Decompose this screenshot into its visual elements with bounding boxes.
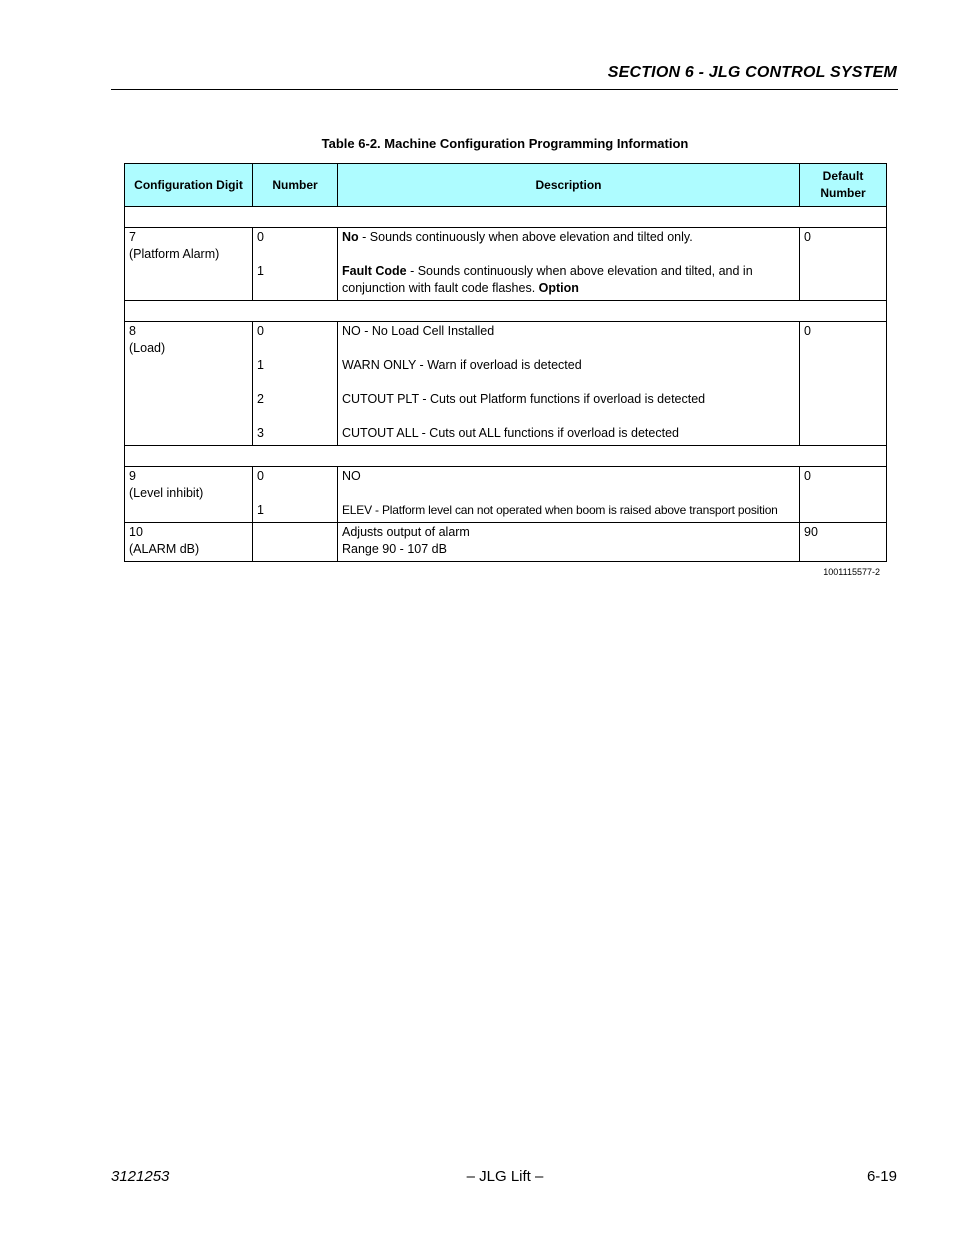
table-reference-code: 1001115577-2 [823, 567, 880, 577]
config-digit-cell [125, 467, 253, 523]
option-description: NO [342, 469, 361, 483]
default-number: 0 [804, 469, 811, 483]
page-number: 6-19 [866, 1168, 897, 1185]
column-header-default-number: Default Number [800, 164, 887, 207]
document-number: 3121253 [111, 1168, 170, 1185]
option-description: CUTOUT ALL - Cuts out ALL functions if overload is detected [342, 426, 679, 440]
header-rule [111, 89, 898, 90]
column-header-configuration-digit: Configuration Digit [125, 164, 253, 207]
number-cell [253, 322, 338, 446]
description-cell [338, 228, 800, 301]
description-line: Range 90 - 107 dB [342, 542, 447, 556]
section-header: SECTION 6 - JLG CONTROL SYSTEM [607, 64, 897, 81]
option-description: WARN ONLY - Warn if overload is detected [342, 358, 582, 372]
table-row [125, 523, 887, 562]
option-suffix: Option [538, 281, 579, 295]
option-number: 0 [257, 230, 264, 244]
default-number-cell [800, 322, 887, 446]
default-number-cell [800, 467, 887, 523]
config-digit: 10 [129, 525, 143, 539]
number-cell [253, 467, 338, 523]
config-digit-cell [125, 322, 253, 446]
option-number: 0 [257, 469, 264, 483]
option-description: No - Sounds continuously when above elevation and tilted only. [342, 230, 693, 244]
description-cell [338, 523, 800, 562]
option-description: ELEV - Platform level can not operated when boom is raised above transport position [342, 503, 778, 517]
description-cell [338, 467, 800, 523]
spacer-row [125, 207, 887, 228]
config-digit-label: (Level inhibit) [129, 486, 204, 500]
table-header-row [125, 164, 887, 207]
default-number-cell [800, 523, 887, 562]
config-digit: 8 [129, 324, 136, 338]
option-number: 1 [257, 358, 264, 372]
option-description: NO - No Load Cell Installed [342, 324, 495, 338]
config-digit-label: (ALARM dB) [129, 542, 200, 556]
spacer-row [125, 301, 887, 322]
config-digit-label: (Platform Alarm) [129, 247, 220, 261]
option-number: 1 [257, 264, 264, 278]
configuration-table [124, 163, 887, 562]
spacer-row [125, 446, 887, 467]
table-row [125, 322, 887, 446]
config-digit: 9 [129, 469, 136, 483]
option-description: CUTOUT PLT - Cuts out Platform functions if overload is detected [342, 392, 706, 406]
option-term: Fault Code [342, 264, 407, 278]
table-row [125, 228, 887, 301]
option-number: 1 [257, 503, 264, 517]
option-term: No [342, 230, 359, 244]
option-number: 2 [257, 392, 264, 406]
footer-center-text: – JLG Lift – [466, 1168, 544, 1185]
description-line: Adjusts output of alarm [342, 525, 470, 539]
config-digit-label: (Load) [129, 341, 166, 355]
option-description: Fault Code - Sounds continuously when above elevation and tilted, and in conjunction with fault code flashes. Option [342, 264, 753, 295]
option-number: 0 [257, 324, 264, 338]
default-number-cell [800, 228, 887, 301]
column-header-description: Description [338, 164, 800, 207]
config-digit: 7 [129, 230, 136, 244]
number-cell [253, 228, 338, 301]
table-title: Table 6-2. Machine Configuration Programming Information [321, 136, 689, 151]
default-number: 0 [804, 230, 811, 244]
config-digit-cell [125, 228, 253, 301]
column-header-number: Number [253, 164, 338, 207]
default-number: 90 [804, 525, 818, 539]
number-cell [253, 523, 338, 562]
config-digit-cell [125, 523, 253, 562]
default-number: 0 [804, 324, 811, 338]
table-row [125, 467, 887, 523]
option-number: 3 [257, 426, 264, 440]
description-cell [338, 322, 800, 446]
